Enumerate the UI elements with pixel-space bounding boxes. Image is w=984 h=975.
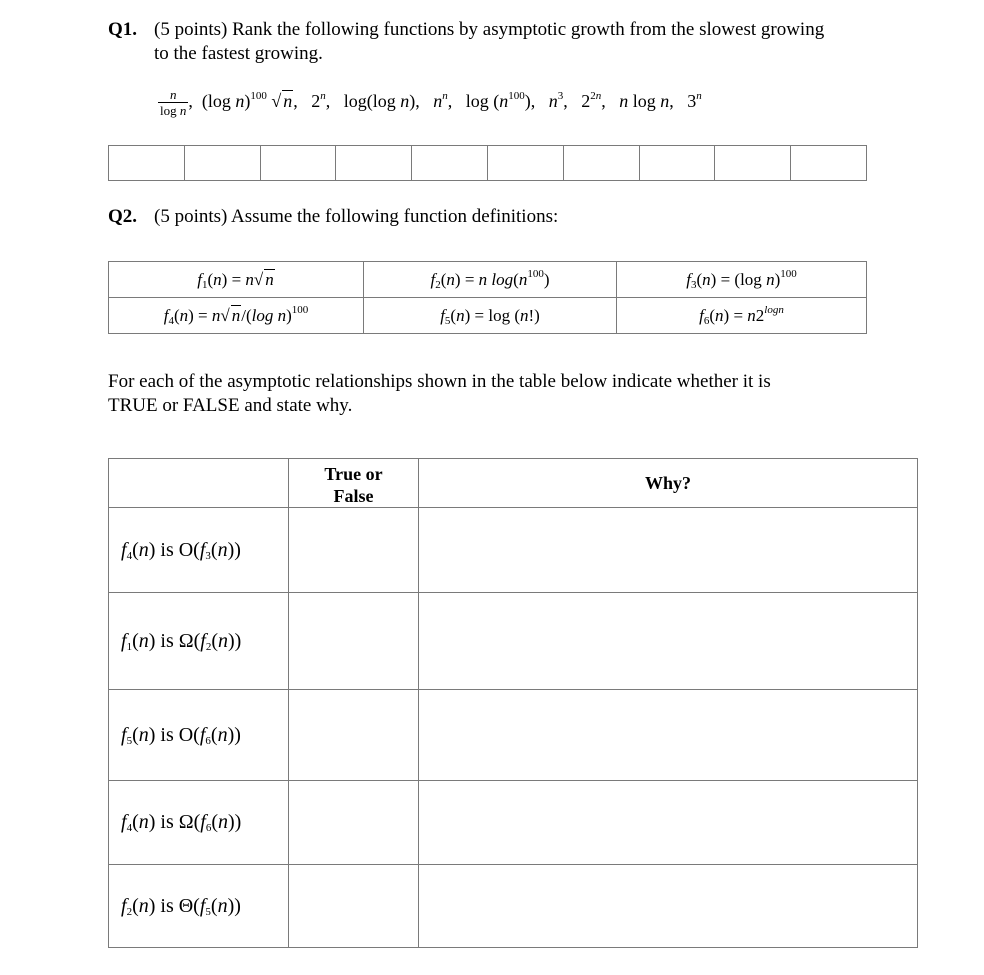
q1-text-line1: (5 points) Rank the following functions by asymptotic growth from the slowest growing — [154, 19, 825, 40]
relation-row-2-why[interactable] — [419, 593, 918, 690]
def-f1: $f_1(n) = n√$ n — [109, 262, 364, 298]
header-empty-cell — [109, 459, 289, 508]
rank-box-5[interactable] — [412, 146, 488, 181]
func-log-n100: $\log (n^{100})$, — [465, 90, 536, 112]
relation-row-4-label: $f_4(n)$ is $\Omega(f_6(n))$ — [109, 781, 289, 865]
relation-row-5-true-false[interactable] — [289, 865, 419, 948]
relation-row-1-label: $f_4(n)$ is $O(f_3(n))$ — [109, 508, 289, 593]
q2-text: (5 points) Assume the following function definitions: — [154, 206, 559, 227]
header-why: Why? — [419, 459, 918, 508]
rank-box-10[interactable] — [791, 146, 867, 181]
instructions-line1: For each of the asymptotic relationships shown in the table below indicate whether it is — [108, 371, 771, 392]
func-n-over-logn: $\frac{n}{\text{log n}}$ — [160, 87, 187, 118]
instructions-line2: TRUE or FALSE and state why. — [108, 395, 353, 416]
header-true-false-line1: True or — [324, 464, 383, 484]
rank-box-8[interactable] — [639, 146, 715, 181]
q1-text-line2: to the fastest growing. — [154, 43, 323, 64]
rank-box-9[interactable] — [715, 146, 791, 181]
relation-row-4-true-false[interactable] — [289, 781, 419, 865]
rank-box-6[interactable] — [487, 146, 563, 181]
rank-box-3[interactable] — [260, 146, 336, 181]
q1-function-list: $\frac{n}{\text{log n}}$ , (log n)$^{100}$ √ n, 2$^n$, log(log n), $n^n$, $\log (n^{100})$, $n^3$, $2^{2n}$, n log n, 3$^n$ — [160, 87, 702, 118]
func-logn-100: (log n)$^{100}$ — [201, 90, 267, 112]
func-n-pow-n: $n^n$, — [433, 90, 453, 112]
func-3-pow-n: 3$^n$ — [687, 90, 702, 112]
rank-box-1[interactable] — [109, 146, 185, 181]
q2-heading — [108, 205, 908, 229]
true-false-table — [108, 458, 918, 948]
q1-heading — [108, 18, 908, 64]
instructions — [108, 370, 888, 418]
func-2-pow-2n: $2^{2n}$, — [581, 90, 606, 112]
def-f3: $f_3(n) = (\log$ n)$^{100}$ — [617, 262, 867, 298]
func-loglogn: log(log n), — [343, 91, 420, 112]
func-2-pow-n: 2$^n$, — [311, 90, 331, 112]
q1-number: Q1. — [108, 19, 138, 40]
function-definitions-table — [108, 261, 867, 334]
relation-row-3-true-false[interactable] — [289, 690, 419, 781]
def-f6: $f_6(n) = n2^{logn}$ — [617, 298, 867, 334]
ranking-table — [108, 145, 867, 181]
func-sqrt-n: √ n, — [271, 91, 298, 112]
relation-row-3-label: $f_5(n)$ is $O(f_6(n))$ — [109, 690, 289, 781]
relation-row-5-why[interactable] — [419, 865, 918, 948]
relation-row-4-why[interactable] — [419, 781, 918, 865]
header-true-false-line2: False — [333, 486, 374, 506]
rank-box-7[interactable] — [563, 146, 639, 181]
relation-row-5-label: $f_2(n)$ is $\Theta(f_5(n))$ — [109, 865, 289, 948]
relation-row-1-true-false[interactable] — [289, 508, 419, 593]
func-nlogn: n log n, — [619, 91, 674, 112]
func-n-cubed: $n^3$, — [548, 90, 568, 112]
def-f5: $f_5(n) = \log (n!)$ — [364, 298, 617, 334]
rank-box-2[interactable] — [184, 146, 260, 181]
header-true-false — [289, 459, 419, 508]
relation-row-2-true-false[interactable] — [289, 593, 419, 690]
def-f4: $f_4(n) = n√$ n/(log n)$^{100}$ — [109, 298, 364, 334]
def-f2: $f_2(n) = n$ $\log(n^{100})$ — [364, 262, 617, 298]
relation-row-2-label: $f_1(n)$ is $\Omega(f_2(n))$ — [109, 593, 289, 690]
rank-box-4[interactable] — [336, 146, 412, 181]
relation-row-1-why[interactable] — [419, 508, 918, 593]
relation-row-3-why[interactable] — [419, 690, 918, 781]
q2-number: Q2. — [108, 206, 138, 227]
